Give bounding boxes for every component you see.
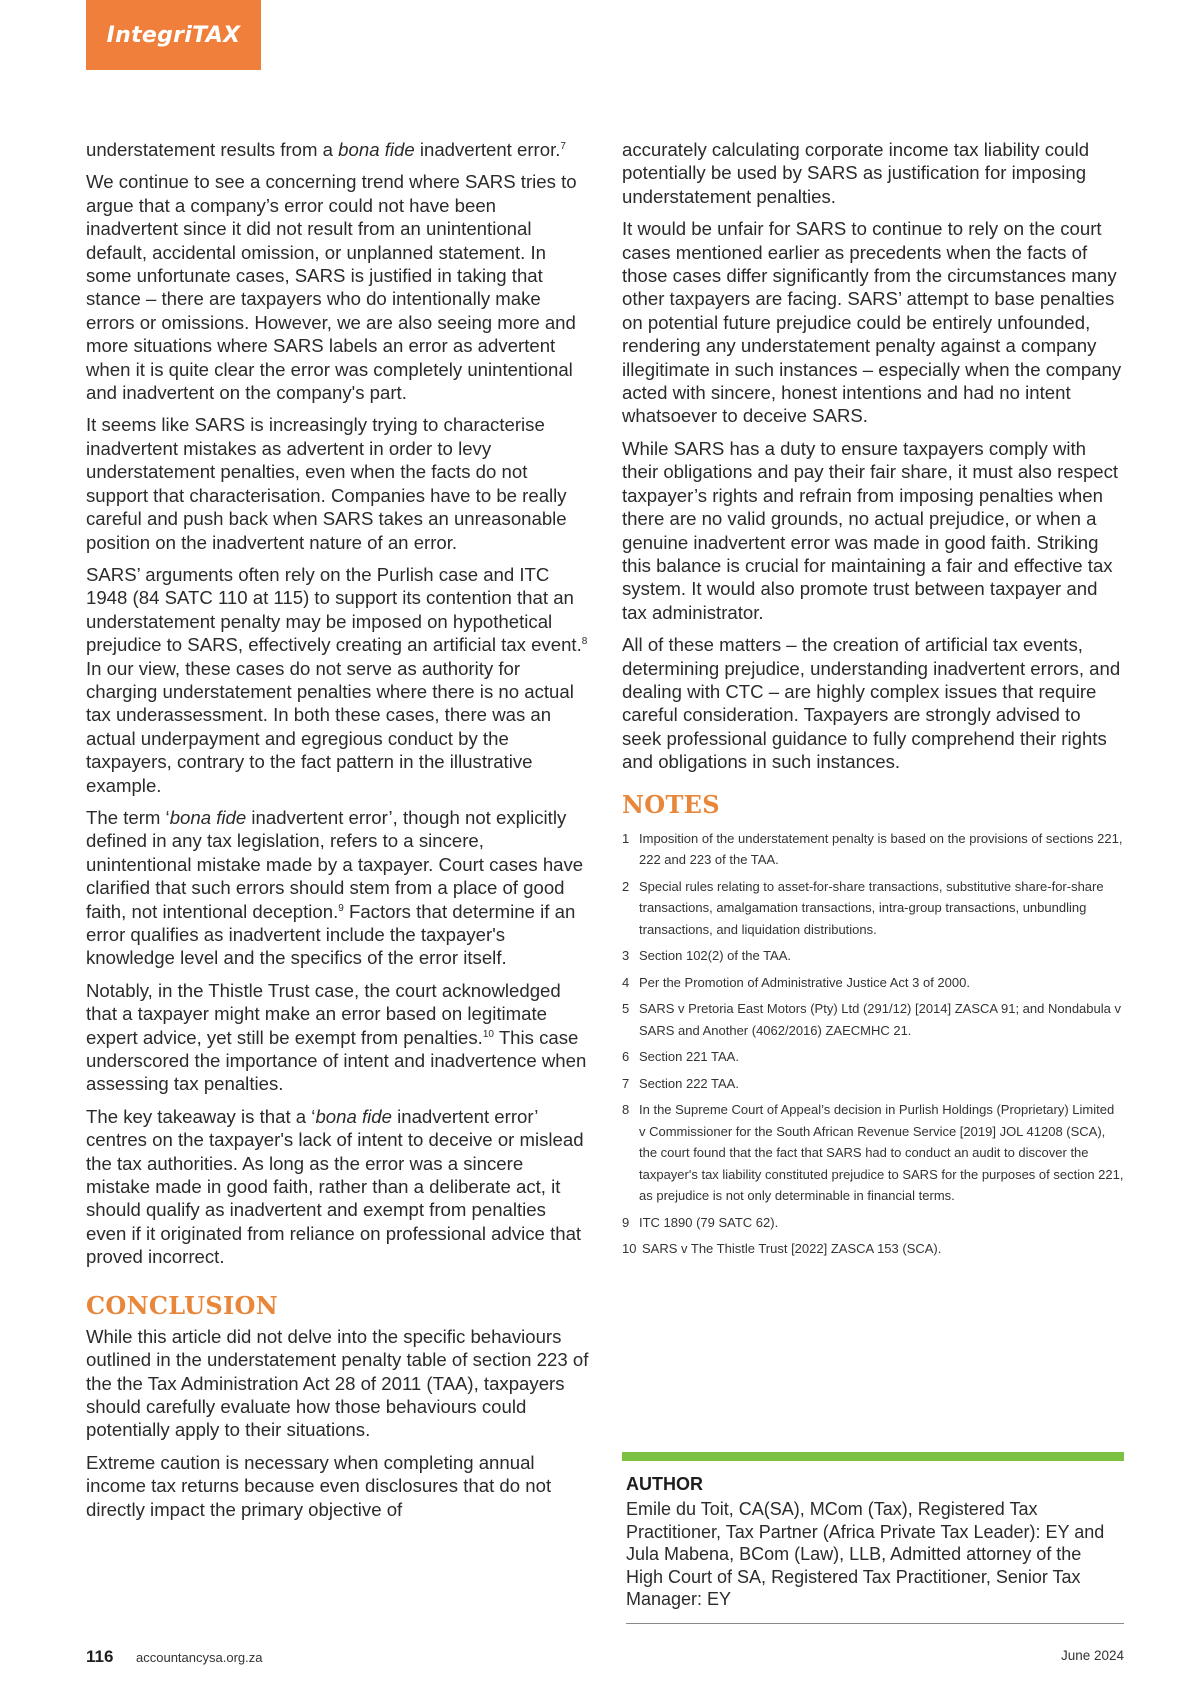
note-number: 7 (622, 1075, 630, 1091)
note-number: 10 (622, 1241, 637, 1257)
note-number: 4 (622, 974, 630, 990)
note-item (622, 1238, 1124, 1260)
note-text: Special rules relating to asset-for-share transactions, substitutive share-for-share transactions, amalgamation transactions, intra-group transactions, unbundling transactions, and liquidation distributions. (639, 878, 1104, 937)
paragraph: It would be unfair for SARS to continue to rely on the court cases mentioned earlier as precedents when the facts of those cases differ significantly from the circumstances many other taxpayers are facing. SARS’ attempt to base penalties on potential future prejudice could be entirely unfounded, rendering any understatement penalty against a company illegitimate in such instances – especially when the company acted with sincere, honest intentions and had no intent whatsoever to deceive SARS. (622, 218, 1122, 427)
footnote-ref: 9 (338, 902, 344, 914)
paragraph: accurately calculating corporate income tax liability could potentially be used by SARS as justification for imposing understatement penalties. (622, 139, 1090, 207)
note-item (622, 828, 1124, 871)
note-item (622, 876, 1124, 941)
note-text: ITC 1890 (79 SATC 62). (639, 1214, 779, 1230)
right-column (622, 138, 1124, 1265)
note-number: 5 (622, 1001, 630, 1017)
note-item (622, 972, 1124, 994)
paragraph (86, 563, 591, 797)
page-number: 116 (86, 1647, 114, 1666)
text-run: SARS’ arguments often rely on the Purlish case and ITC 1948 (84 SATC 110 at 115) to support its contention that an understatement penalty may be imposed on hypothetical prejudice to SARS, effectively creating an artificial tax event. (86, 563, 582, 656)
footnote-ref: 10 (482, 1028, 494, 1040)
note-item (622, 1099, 1124, 1207)
footer-site: accountancysa.org.za (136, 1650, 263, 1665)
note-item (622, 1046, 1124, 1068)
note-number: 3 (622, 948, 630, 964)
conclusion-heading: CONCLUSION (86, 1290, 278, 1320)
note-number: 1 (622, 830, 630, 846)
note-text: Section 102(2) of the TAA. (639, 948, 791, 964)
note-text: Section 222 TAA. (639, 1075, 739, 1091)
text-run: The key takeaway is that a ‘ (86, 1105, 316, 1127)
note-number: 2 (622, 878, 630, 894)
note-number: 9 (622, 1214, 630, 1230)
footer-date: June 2024 (1060, 1648, 1124, 1663)
note-text: Section 221 TAA. (639, 1049, 739, 1065)
paragraph: It seems like SARS is increasingly trying to characterise inadvertent mistakes as advertent in order to levy understatement penalties, even when the facts do not support that characterisation. Companies have to be really careful and push back when SARS takes an unreasonable position on the inadvertent nature of an error. (86, 414, 567, 553)
author-accent-bar (622, 1452, 1124, 1461)
italic-term: bona fide (338, 139, 415, 160)
text-run: This case underscored the importance of intent and inadvertence when assessing tax penalties. (86, 1026, 587, 1095)
brand-logo-text: IntegriTAX (106, 22, 241, 48)
text-run: inadvertent error’, though not explicitly defined in any tax legislation, refers to a sincere, unintentional mistake made by a taxpayer. Court cases have clarified that such errors should stem from a place of good faith, not intentional deception. (86, 806, 584, 922)
notes-list (622, 828, 1124, 1260)
text-run: Notably, in the Thistle Trust case, the court acknowledged that a taxpayer might make an error based on legitimate expert advice, yet still be exempt from penalties. (86, 979, 561, 1048)
note-number: 6 (622, 1049, 630, 1065)
note-item (622, 998, 1124, 1041)
paragraph: While this article did not delve into the specific behaviours outlined in the understatement penalty table of section 223 of the the Tax Administration Act 28 of 2011 (TAA), taxpayers should carefully evaluate how those behaviours could potentially apply to their situations. (86, 1325, 589, 1441)
brand-logo (86, 0, 261, 70)
italic-term: bona fide (315, 1105, 392, 1127)
author-label: AUTHOR (626, 1474, 703, 1494)
paragraph: While SARS has a duty to ensure taxpayers comply with their obligations and pay their fair share, it must also respect taxpayer’s rights and refrain from imposing penalties when there are no valid grounds, no actual prejudice, or when a genuine inadvertent error was made in good faith. Striking this balance is crucial for maintaining a fair and effective tax system. It would also promote trust between taxpayer and tax administrator. (622, 437, 1119, 623)
text-run: inadvertent error. (414, 139, 561, 160)
paragraph (86, 979, 591, 1096)
footnote-ref: 7 (560, 140, 566, 152)
paragraph: We continue to see a concerning trend where SARS tries to argue that a company’s error could not have been inadvertent since it did not result from an unintentional default, accidental omission, or unplanned statement. In some unfortunate cases, SARS is justified in taking that stance – there are taxpayers who do intentionally make errors or omissions. However, we are also seeing more and more situations where SARS labels an error as advertent when it is quite clear the error was completely unintentional and inadvertent on the company's part. (86, 171, 577, 404)
note-item (622, 945, 1124, 967)
note-text: Per the Promotion of Administrative Justice Act 3 of 2000. (639, 974, 970, 990)
text-run: Factors that determine if an error qualifies as inadvertent include the taxpayer's knowledge level and the specifics of the error itself. (86, 900, 576, 969)
note-number: 8 (622, 1102, 630, 1118)
paragraph (86, 138, 591, 161)
author-box (626, 1472, 1121, 1611)
text-run: In our view, these cases do not serve as authority for charging understatement penalties where there is no actual tax underassessment. In both these cases, there was an actual underpayment and egregious conduct by the taxpayers, contrary to the fact pattern in the illustrative example. (86, 657, 574, 796)
text-run: The term ‘ (86, 806, 170, 828)
notes-heading: NOTES (622, 789, 720, 819)
note-item (622, 1212, 1124, 1234)
text-run: inadvertent error’ centres on the taxpayer's lack of intent to deceive or mislead the tax authorities. As long as the error was a sincere mistake made in good faith, rather than a deliberate act, it should qualify as inadvertent and exempt from penalties even if it originated from reliance on professional advice that proved incorrect. (86, 1105, 584, 1268)
author-divider (626, 1623, 1124, 1624)
paragraph: All of these matters – the creation of artificial tax events, determining prejudice, understanding inadvertent errors, and dealing with CTC – are highly complex issues that require careful consideration. Taxpayers are strongly advised to seek professional guidance to fully comprehend their rights and obligations in such instances. (622, 634, 1121, 773)
footnote-ref: 8 (581, 635, 588, 647)
left-column (86, 138, 591, 1530)
italic-term: bona fide (169, 806, 247, 828)
paragraph: Extreme caution is necessary when completing annual income tax returns because even disclosures that do not directly impact the primary objective of (86, 1451, 552, 1520)
note-text: In the Supreme Court of Appeal’s decision in Purlish Holdings (Proprietary) Limited v Commissioner for the South African Revenue Service [2019] JOL 41208 (SCA), the court found that the fact that SARS had to conduct an audit to discover the taxpayer's tax liability constituted prejudice to SARS for the purposes of section 221, as prejudice is not only determinable in financial terms. (639, 1102, 1124, 1204)
text-run: understatement results from a (86, 139, 339, 160)
paragraph (86, 806, 591, 970)
paragraph (86, 1105, 591, 1269)
note-item (622, 1073, 1124, 1095)
author-text: Emile du Toit, CA(SA), MCom (Tax), Registered Tax Practitioner, Tax Partner (Africa Private Tax Leader): EY and Jula Mabena, BCom (Law), LLB, Admitted attorney of the High Court of SA, Registered Tax Practitioner, Senior Tax Manager: EY (626, 1499, 1105, 1610)
note-text: SARS v Pretoria East Motors (Pty) Ltd (291/12) [2014] ZASCA 91; and Nondabula v SARS and Another (4062/2016) ZAECMHC 21. (639, 1001, 1121, 1038)
note-text: SARS v The Thistle Trust [2022] ZASCA 153 (SCA). (642, 1241, 942, 1257)
note-text: Imposition of the understatement penalty is based on the provisions of sections 221, 222 and 223 of the TAA. (639, 830, 1123, 868)
